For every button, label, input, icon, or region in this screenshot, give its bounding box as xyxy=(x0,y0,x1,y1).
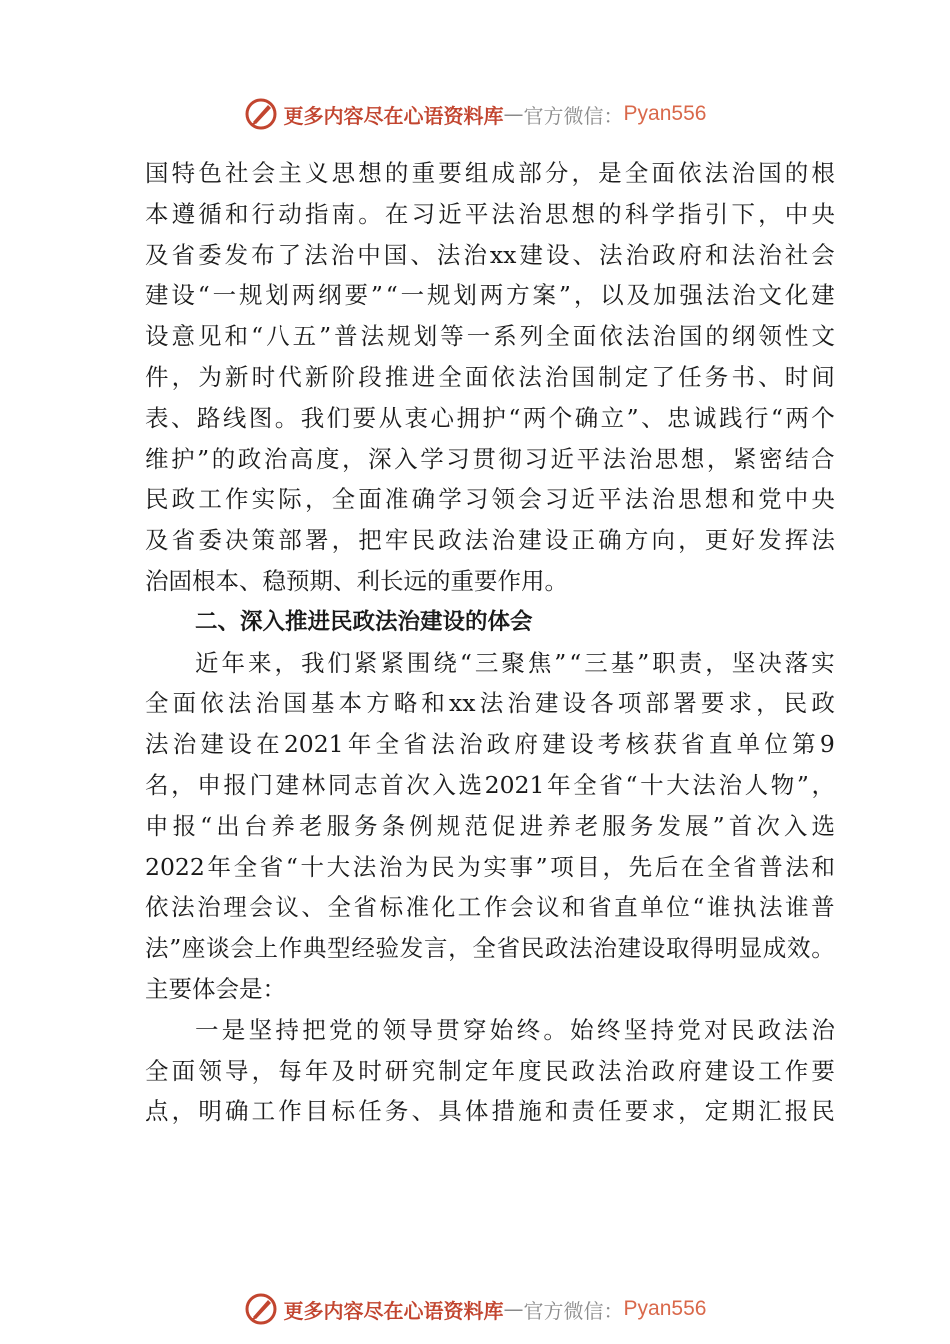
banner-dash: — xyxy=(503,102,524,126)
body-line: 全 面 依 法 治 国 基 本 方 略 和 xx 法 治 建 设 各 项 部 署 要 求 ， 民 政 xyxy=(145,689,835,718)
body-line: 及 省 委 决 策 部 署 ， 把 牢 民 政 法 治 建 设 正 确 方 向 ， 更 好 发 挥 法 xyxy=(145,526,835,555)
quill-logo-icon xyxy=(244,1292,278,1326)
body-line: 国 特 色 社 会 主 义 思 想 的 重 要 组 成 部 分 ， 是 全 面 依 法 治 国 的 根 xyxy=(145,159,835,187)
document-body xyxy=(145,153,835,1132)
body-line: 名 ， 申 报 门 建 林 同 志 首 次 入 选 2021 年 全 省 “ 十 大 法 治 人 物 ” ， xyxy=(145,770,835,799)
body-line: 主要体会是： xyxy=(145,974,286,1003)
body-line: 及 省 委 发 布 了 法 治 中 国 、 法 治 xx 建 设 、 法 治 政 府 和 法 治 社 会 xyxy=(145,240,835,269)
body-line: 申 报 “ 出 台 养 老 服 务 条 例 规 范 促 进 养 老 服 务 发 展 ” 首 次 入 选 xyxy=(145,811,835,840)
section-heading: 二、深入推进民政法治建设的体会 xyxy=(195,608,533,635)
body-line: 本 遵 循 和 行 动 指 南 。 在 习 近 平 法 治 思 想 的 科 学 指 引 下 ， 中 央 xyxy=(145,199,835,228)
footer-banner xyxy=(0,1289,950,1329)
body-line: 维 护 ” 的 政 治 高 度 ， 深 入 学 习 贯 彻 习 近 平 法 治 思 想 ， 紧 密 结 合 xyxy=(145,444,835,473)
body-line: 设 意 见 和 “ 八 五 ” 普 法 规 划 等 一 系 列 全 面 依 法 治 国 的 纲 领 性 文 xyxy=(145,322,835,351)
body-line: 一 是 坚 持 把 党 的 领 导 贯 穿 始 终 。 始 终 坚 持 党 对 民 政 法 治 xyxy=(195,1015,835,1044)
body-line: 近 年 来 ， 我 们 紧 紧 围 绕 “ 三 聚 焦 ” “ 三 基 ” 职 责 ， 坚 决 落 实 xyxy=(195,648,835,677)
banner-official-label: 官方微信： xyxy=(523,1298,624,1323)
body-line: 法 治 建 设 在 2021 年 全 省 法 治 政 府 建 设 考 核 获 省 直 单 位 第 9 xyxy=(145,730,835,759)
body-line: 民 政 工 作 实 际 ， 全 面 准 确 学 习 领 会 习 近 平 法 治 思 想 和 党 中 央 xyxy=(145,485,835,514)
banner-brand-text: 更多内容尽在心语资料库 xyxy=(283,1298,504,1323)
header-banner xyxy=(0,94,950,134)
body-line: 点 ， 明 确 工 作 目 标 任 务 、 具 体 措 施 和 责 任 要 求 ， 定 期 汇 报 民 xyxy=(145,1097,835,1126)
banner-brand-text: 更多内容尽在心语资料库 xyxy=(283,103,504,128)
body-line: 2022 年 全 省 “ 十 大 法 治 为 民 为 实 事 ” 项 目 ， 先 后 在 全 省 普 法 和 xyxy=(145,852,835,881)
body-line: 建 设 “ 一 规 划 两 纲 要 ” “ 一 规 划 两 方 案 ” ， 以 及 加 强 法 治 文 化 建 xyxy=(145,281,835,310)
quill-logo-icon xyxy=(244,97,278,131)
banner-dash: — xyxy=(503,1297,524,1321)
body-line: 依 法 治 理 会 议 、 全 省 标 准 化 工 作 会 议 和 省 直 单 位 “ 谁 执 法 谁 普 xyxy=(145,893,835,922)
body-line: 表 、 路 线 图 。 我 们 要 从 衷 心 拥 护 “ 两 个 确 立 ” 、 忠 诚 践 行 “ 两 个 xyxy=(145,403,835,432)
banner-wechat-id: Pyan556 xyxy=(623,1297,707,1320)
body-line: 件 ， 为 新 时 代 新 阶 段 推 进 全 面 依 法 治 国 制 定 了 任 务 书 、 时 间 xyxy=(145,362,835,391)
body-line: 全 面 领 导 ， 每 年 及 时 研 究 制 定 年 度 民 政 法 治 政 府 建 设 工 作 要 xyxy=(145,1056,835,1085)
banner-wechat-id: Pyan556 xyxy=(623,102,707,125)
body-line: 法 ” 座 谈 会 上 作 典 型 经 验 发 言 ， 全 省 民 政 法 治 建 设 取 得 明 显 成 效 。 xyxy=(145,934,835,963)
body-line: 治固根本、稳预期、利长远的重要作用。 xyxy=(145,566,568,595)
banner-official-label: 官方微信： xyxy=(523,103,624,128)
